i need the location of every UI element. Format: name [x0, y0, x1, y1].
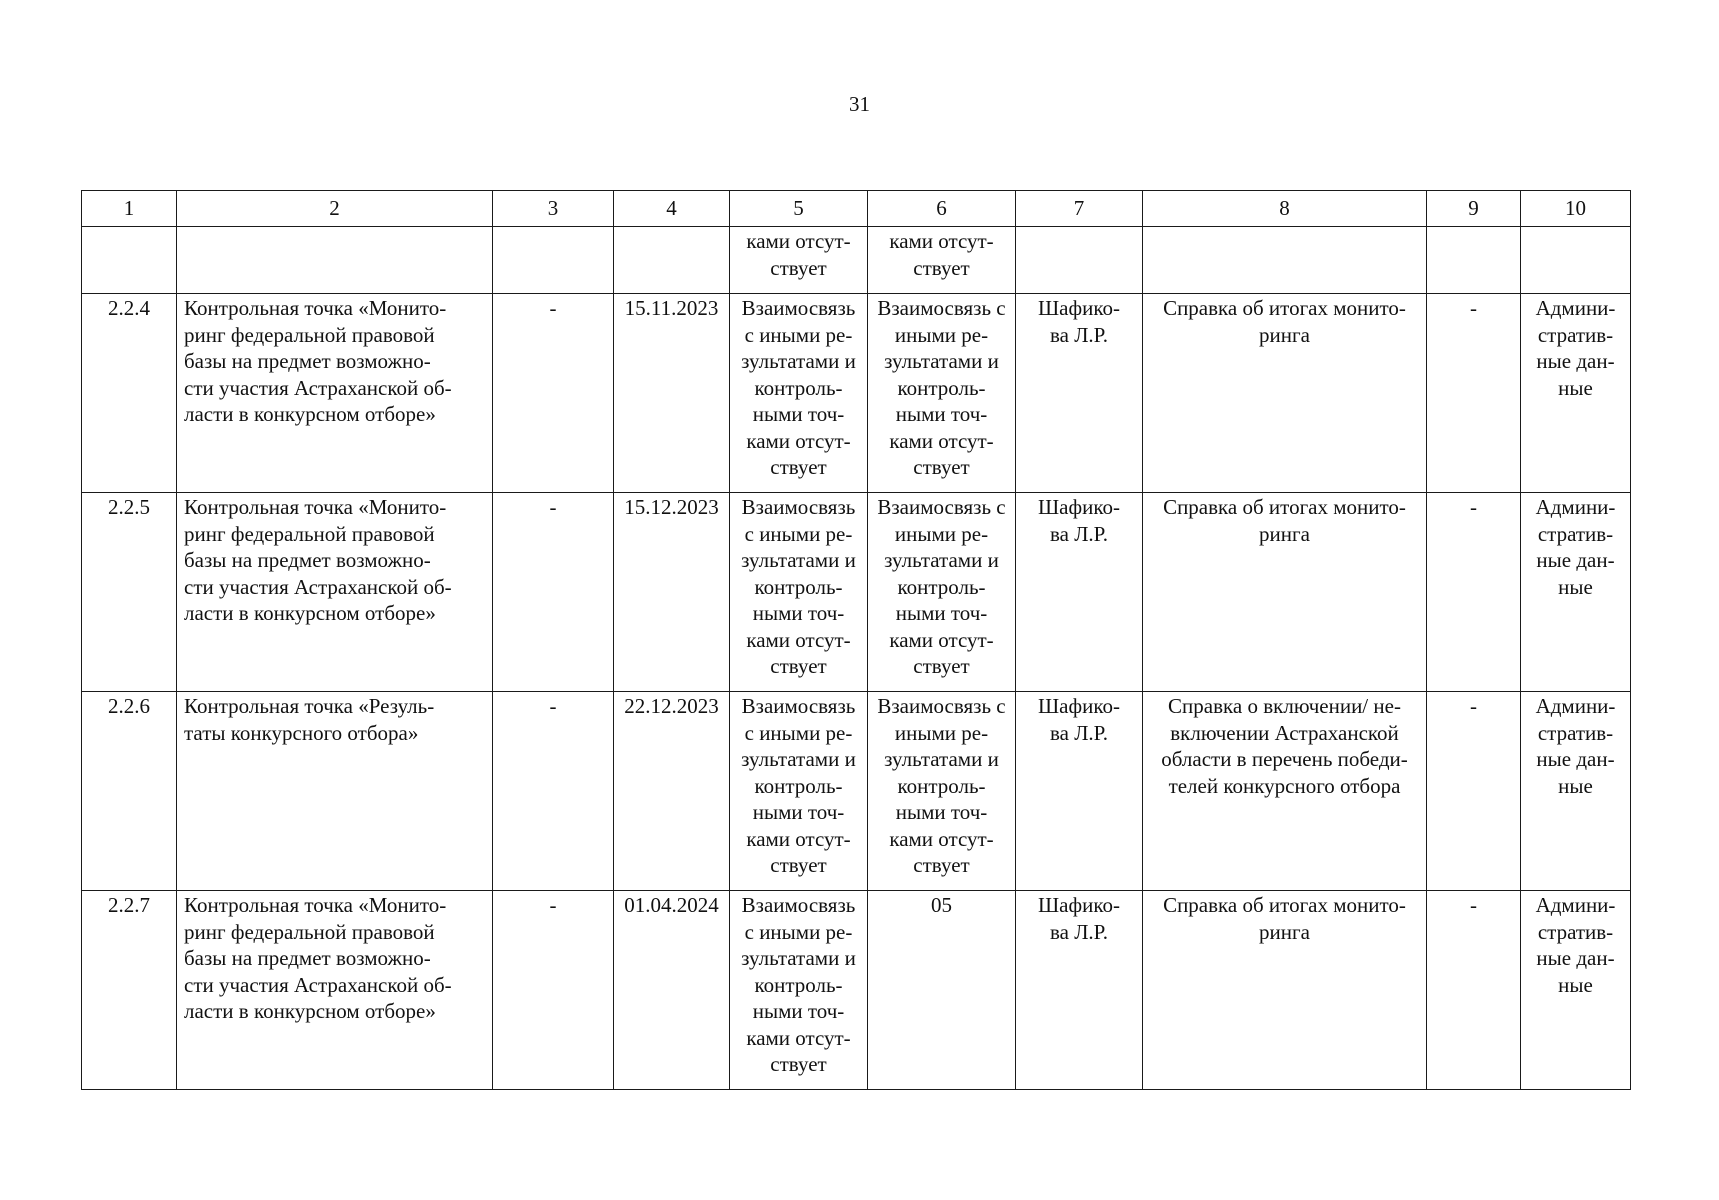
responsible-cell: Шафико- ва Л.Р. — [1016, 891, 1143, 1090]
date-cell: 15.11.2023 — [614, 294, 730, 493]
data-table — [81, 190, 1631, 1090]
relation-cell: 05 — [868, 891, 1016, 1090]
control-point-name-cell: Контрольная точка «Резуль- таты конкурсного отбора» — [177, 692, 493, 891]
continuation-row — [82, 227, 1631, 294]
table-row — [82, 294, 1631, 493]
table-row — [82, 493, 1631, 692]
table-row — [82, 891, 1631, 1090]
control-point-name-cell: Контрольная точка «Монито- ринг федеральной правовой базы на предмет возможно- сти участия Астраханской об- ласти в конкурсном отборе» — [177, 493, 493, 692]
relation-cell: Взаимосвязь с иными ре- зультатами и контроль- ными точ- ками отсут- ствует — [868, 294, 1016, 493]
header-cell: 7 — [1016, 191, 1143, 227]
table-cell: - — [493, 493, 614, 692]
date-cell: 22.12.2023 — [614, 692, 730, 891]
table-cell: - — [493, 891, 614, 1090]
table-cell: - — [493, 692, 614, 891]
header-cell: 2 — [177, 191, 493, 227]
row-number-cell: 2.2.7 — [82, 891, 177, 1090]
table-row — [82, 692, 1631, 891]
responsible-cell: Шафико- ва Л.Р. — [1016, 692, 1143, 891]
control-point-name-cell: Контрольная точка «Монито- ринг федеральной правовой базы на предмет возможно- сти участия Астраханской об- ласти в конкурсном отборе» — [177, 891, 493, 1090]
header-cell: 4 — [614, 191, 730, 227]
source-cell: Админи- стратив- ные дан- ные — [1521, 692, 1631, 891]
table-cell — [1016, 227, 1143, 294]
source-cell: Админи- стратив- ные дан- ные — [1521, 493, 1631, 692]
table-header-row — [82, 191, 1631, 227]
table-cell — [1521, 227, 1631, 294]
table-cell — [177, 227, 493, 294]
relation-cell: Взаимосвязь с иными ре- зультатами и контроль- ными точ- ками отсут- ствует — [868, 692, 1016, 891]
responsible-cell: Шафико- ва Л.Р. — [1016, 493, 1143, 692]
relation-cell: Взаимосвязь с иными ре- зультатами и контроль- ными точ- ками отсут- ствует — [730, 891, 868, 1090]
table-cell: - — [493, 294, 614, 493]
header-cell: 1 — [82, 191, 177, 227]
header-cell: 8 — [1143, 191, 1427, 227]
header-cell: 10 — [1521, 191, 1631, 227]
date-cell: 15.12.2023 — [614, 493, 730, 692]
table-cell — [614, 227, 730, 294]
table-cell: - — [1427, 891, 1521, 1090]
relation-cell: Взаимосвязь с иными ре- зультатами и контроль- ными точ- ками отсут- ствует — [730, 692, 868, 891]
date-cell: 01.04.2024 — [614, 891, 730, 1090]
header-cell: 5 — [730, 191, 868, 227]
table-cell: ками отсут- ствует — [868, 227, 1016, 294]
table-cell — [1143, 227, 1427, 294]
row-number-cell: 2.2.4 — [82, 294, 177, 493]
row-number-cell: 2.2.6 — [82, 692, 177, 891]
source-cell: Админи- стратив- ные дан- ные — [1521, 294, 1631, 493]
relation-cell: Взаимосвязь с иными ре- зультатами и контроль- ными точ- ками отсут- ствует — [730, 493, 868, 692]
source-cell: Админи- стратив- ные дан- ные — [1521, 891, 1631, 1090]
table-cell: - — [1427, 294, 1521, 493]
responsible-cell: Шафико- ва Л.Р. — [1016, 294, 1143, 493]
header-cell: 9 — [1427, 191, 1521, 227]
table-cell — [82, 227, 177, 294]
table-cell: ками отсут- ствует — [730, 227, 868, 294]
relation-cell: Взаимосвязь с иными ре- зультатами и контроль- ными точ- ками отсут- ствует — [730, 294, 868, 493]
document-cell: Справка об итогах монито- ринга — [1143, 493, 1427, 692]
relation-cell: Взаимосвязь с иными ре- зультатами и контроль- ными точ- ками отсут- ствует — [868, 493, 1016, 692]
document-cell: Справка о включении/ не- включении Астраханской области в перечень победи- телей конкурсного отбора — [1143, 692, 1427, 891]
table-cell: - — [1427, 493, 1521, 692]
header-cell: 6 — [868, 191, 1016, 227]
control-point-name-cell: Контрольная точка «Монито- ринг федеральной правовой базы на предмет возможно- сти участия Астраханской об- ласти в конкурсном отборе» — [177, 294, 493, 493]
page-number: 31 — [849, 92, 870, 116]
table-cell — [493, 227, 614, 294]
table-cell — [1427, 227, 1521, 294]
table-cell: - — [1427, 692, 1521, 891]
document-cell: Справка об итогах монито- ринга — [1143, 294, 1427, 493]
header-cell: 3 — [493, 191, 614, 227]
document-cell: Справка об итогах монито- ринга — [1143, 891, 1427, 1090]
row-number-cell: 2.2.5 — [82, 493, 177, 692]
